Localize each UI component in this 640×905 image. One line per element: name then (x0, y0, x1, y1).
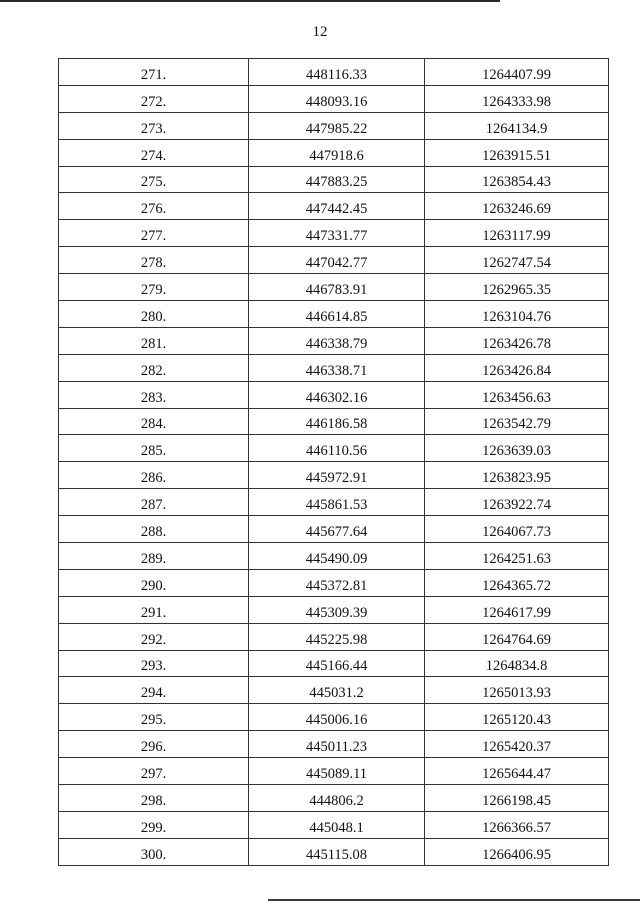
x-coordinate-cell: 445011.23 (249, 731, 425, 758)
y-coordinate-cell: 1262747.54 (425, 247, 609, 274)
table-row (59, 112, 609, 139)
y-coordinate-cell: 1265013.93 (425, 677, 609, 704)
y-coordinate-cell: 1265120.43 (425, 704, 609, 731)
point-number-cell: 298. (59, 785, 249, 812)
point-number-cell: 280. (59, 301, 249, 328)
point-number-cell: 275. (59, 166, 249, 193)
x-coordinate-cell: 447442.45 (249, 193, 425, 220)
table-row (59, 462, 609, 489)
point-number-cell: 295. (59, 704, 249, 731)
x-coordinate-cell: 446110.56 (249, 435, 425, 462)
y-coordinate-cell: 1263854.43 (425, 166, 609, 193)
y-coordinate-cell: 1263922.74 (425, 489, 609, 516)
x-coordinate-cell: 444806.2 (249, 785, 425, 812)
x-coordinate-cell: 445861.53 (249, 489, 425, 516)
table-row (59, 166, 609, 193)
y-coordinate-cell: 1266406.95 (425, 838, 609, 865)
x-coordinate-cell: 445225.98 (249, 623, 425, 650)
y-coordinate-cell: 1264365.72 (425, 569, 609, 596)
table-row (59, 516, 609, 543)
point-number-cell: 274. (59, 139, 249, 166)
y-coordinate-cell: 1263823.95 (425, 462, 609, 489)
y-coordinate-cell: 1263915.51 (425, 139, 609, 166)
point-number-cell: 294. (59, 677, 249, 704)
coordinates-table (58, 58, 609, 866)
top-rule (0, 0, 500, 2)
x-coordinate-cell: 446302.16 (249, 381, 425, 408)
point-number-cell: 293. (59, 650, 249, 677)
table-row (59, 301, 609, 328)
table-row (59, 650, 609, 677)
table-row (59, 543, 609, 570)
x-coordinate-cell: 446338.71 (249, 354, 425, 381)
x-coordinate-cell: 448093.16 (249, 85, 425, 112)
table-row (59, 381, 609, 408)
y-coordinate-cell: 1266198.45 (425, 785, 609, 812)
point-number-cell: 276. (59, 193, 249, 220)
table-row (59, 85, 609, 112)
table-row (59, 193, 609, 220)
point-number-cell: 284. (59, 408, 249, 435)
y-coordinate-cell: 1264134.9 (425, 112, 609, 139)
y-coordinate-cell: 1263542.79 (425, 408, 609, 435)
x-coordinate-cell: 445006.16 (249, 704, 425, 731)
x-coordinate-cell: 446783.91 (249, 274, 425, 301)
point-number-cell: 273. (59, 112, 249, 139)
point-number-cell: 292. (59, 623, 249, 650)
y-coordinate-cell: 1266366.57 (425, 811, 609, 838)
table-row (59, 489, 609, 516)
table-row (59, 274, 609, 301)
table-row (59, 623, 609, 650)
y-coordinate-cell: 1264407.99 (425, 59, 609, 86)
x-coordinate-cell: 445309.39 (249, 596, 425, 623)
y-coordinate-cell: 1265644.47 (425, 758, 609, 785)
table-row (59, 569, 609, 596)
table-row (59, 59, 609, 86)
y-coordinate-cell: 1264617.99 (425, 596, 609, 623)
point-number-cell: 271. (59, 59, 249, 86)
point-number-cell: 287. (59, 489, 249, 516)
x-coordinate-cell: 445972.91 (249, 462, 425, 489)
point-number-cell: 299. (59, 811, 249, 838)
x-coordinate-cell: 445166.44 (249, 650, 425, 677)
y-coordinate-cell: 1263426.78 (425, 327, 609, 354)
point-number-cell: 289. (59, 543, 249, 570)
y-coordinate-cell: 1264067.73 (425, 516, 609, 543)
table-row (59, 677, 609, 704)
y-coordinate-cell: 1262965.35 (425, 274, 609, 301)
x-coordinate-cell: 445115.08 (249, 838, 425, 865)
y-coordinate-cell: 1264251.63 (425, 543, 609, 570)
x-coordinate-cell: 445031.2 (249, 677, 425, 704)
x-coordinate-cell: 446338.79 (249, 327, 425, 354)
page-number: 12 (312, 24, 328, 40)
table-row (59, 731, 609, 758)
x-coordinate-cell: 445048.1 (249, 811, 425, 838)
table-row (59, 220, 609, 247)
table-row (59, 758, 609, 785)
x-coordinate-cell: 448116.33 (249, 59, 425, 86)
x-coordinate-cell: 446614.85 (249, 301, 425, 328)
x-coordinate-cell: 446186.58 (249, 408, 425, 435)
x-coordinate-cell: 447918.6 (249, 139, 425, 166)
y-coordinate-cell: 1263639.03 (425, 435, 609, 462)
point-number-cell: 300. (59, 838, 249, 865)
table-row (59, 247, 609, 274)
y-coordinate-cell: 1263246.69 (425, 193, 609, 220)
x-coordinate-cell: 447985.22 (249, 112, 425, 139)
table-row (59, 838, 609, 865)
y-coordinate-cell: 1264764.69 (425, 623, 609, 650)
table-row (59, 596, 609, 623)
coordinates-table-body (59, 59, 609, 866)
x-coordinate-cell: 445677.64 (249, 516, 425, 543)
point-number-cell: 279. (59, 274, 249, 301)
x-coordinate-cell: 447331.77 (249, 220, 425, 247)
x-coordinate-cell: 447883.25 (249, 166, 425, 193)
x-coordinate-cell: 445372.81 (249, 569, 425, 596)
y-coordinate-cell: 1263456.63 (425, 381, 609, 408)
point-number-cell: 272. (59, 85, 249, 112)
point-number-cell: 278. (59, 247, 249, 274)
table-row (59, 704, 609, 731)
point-number-cell: 297. (59, 758, 249, 785)
y-coordinate-cell: 1265420.37 (425, 731, 609, 758)
table-row (59, 811, 609, 838)
table-row (59, 327, 609, 354)
x-coordinate-cell: 447042.77 (249, 247, 425, 274)
table-row (59, 785, 609, 812)
point-number-cell: 285. (59, 435, 249, 462)
point-number-cell: 290. (59, 569, 249, 596)
table-row (59, 139, 609, 166)
y-coordinate-cell: 1264834.8 (425, 650, 609, 677)
y-coordinate-cell: 1263117.99 (425, 220, 609, 247)
point-number-cell: 291. (59, 596, 249, 623)
table-row (59, 435, 609, 462)
y-coordinate-cell: 1263426.84 (425, 354, 609, 381)
table-row (59, 354, 609, 381)
y-coordinate-cell: 1264333.98 (425, 85, 609, 112)
x-coordinate-cell: 445490.09 (249, 543, 425, 570)
point-number-cell: 288. (59, 516, 249, 543)
point-number-cell: 277. (59, 220, 249, 247)
point-number-cell: 286. (59, 462, 249, 489)
bottom-rule (268, 899, 640, 901)
x-coordinate-cell: 445089.11 (249, 758, 425, 785)
table-row (59, 408, 609, 435)
point-number-cell: 282. (59, 354, 249, 381)
point-number-cell: 296. (59, 731, 249, 758)
y-coordinate-cell: 1263104.76 (425, 301, 609, 328)
point-number-cell: 283. (59, 381, 249, 408)
point-number-cell: 281. (59, 327, 249, 354)
